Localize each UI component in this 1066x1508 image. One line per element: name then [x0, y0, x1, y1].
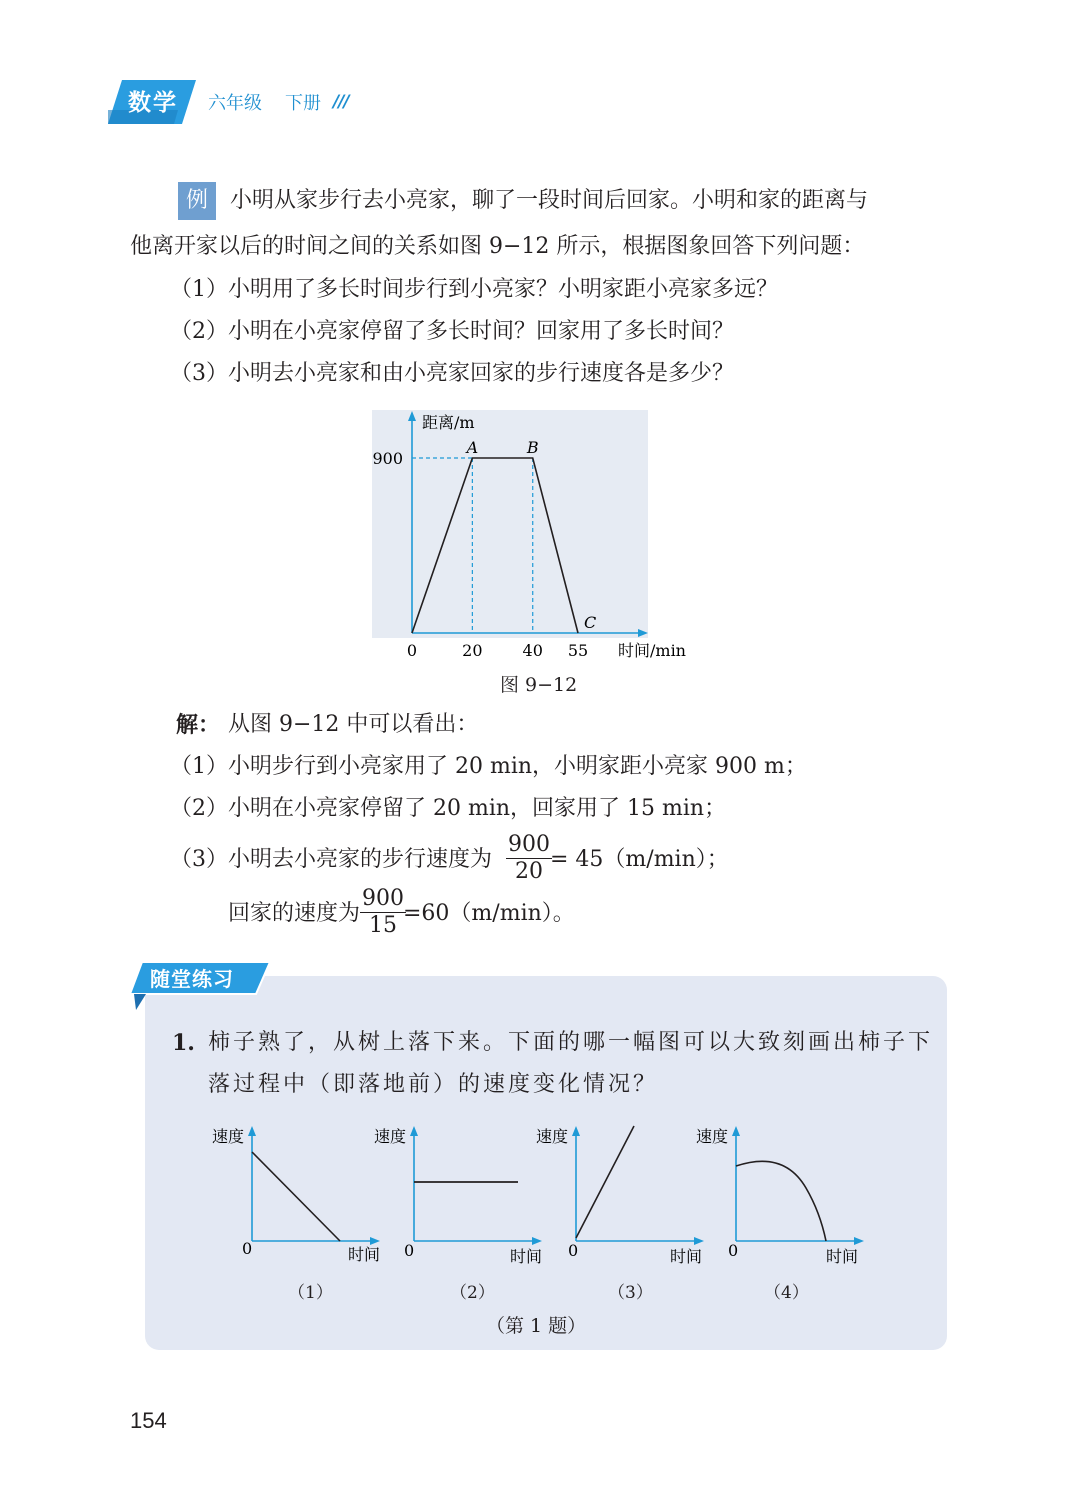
solution-3-fraction: [506, 833, 552, 884]
x-tick-label: 0: [406, 641, 418, 660]
solution-intro: 从图 9−12 中可以看出：: [228, 712, 479, 737]
graph-x-label: 时间: [348, 1245, 381, 1264]
solution-3-suffix: = 45（m/min）；: [550, 847, 729, 872]
solution-4-suffix: =60（m/min）。: [403, 901, 575, 926]
solution-1: （1）小明步行到小亮家用了 20 min，小明家距小亮家 900 m；: [170, 754, 807, 779]
point-label: B: [526, 438, 539, 457]
question-line-2: 落过程中（即落地前）的速度变化情况？: [208, 1072, 659, 1097]
graph-x-label: 时间: [826, 1247, 859, 1266]
y-tick-label: 900: [372, 449, 403, 468]
practice-title: 随堂练习: [150, 967, 234, 991]
volume-label: 下册: [285, 93, 321, 114]
fraction-denominator: 15: [369, 913, 397, 938]
example-line-2: 他离开家以后的时间之间的关系如图 9−12 所示，根据图象回答下列问题：: [130, 234, 865, 259]
point-label: C: [584, 613, 597, 632]
graph-origin: 0: [568, 1241, 579, 1260]
x-tick-label: 55: [567, 641, 589, 660]
speed-curve-decreasing: [252, 1152, 340, 1241]
example-question-3: （3）小明去小亮家和由小亮家回家的步行速度各是多少？: [170, 361, 734, 386]
graph-origin: 0: [404, 1241, 415, 1260]
example-question-2: （2）小明在小亮家停留了多长时间？回家用了多长时间？: [170, 319, 734, 344]
subject-title: 数学: [128, 90, 178, 116]
distance-series-line: [412, 458, 578, 633]
fraction-numerator: 900: [362, 886, 404, 911]
solution-2: （2）小明在小亮家停留了 20 min，回家用了 15 min；: [170, 796, 727, 821]
graph-caption-2: （2）: [450, 1283, 495, 1303]
solution-3-prefix: （3）小明去小亮家的步行速度为: [170, 847, 492, 872]
x-axis-arrow: [638, 629, 648, 637]
graph-origin: 0: [242, 1239, 253, 1258]
graph-x-label: 时间: [670, 1247, 703, 1266]
solution-4-prefix: 回家的速度为: [228, 901, 361, 926]
solution-4-fraction: [360, 887, 406, 938]
x-tick-label: 40: [522, 641, 543, 660]
distance-time-chart: [360, 400, 720, 700]
graph-y-label: 速度: [212, 1127, 245, 1146]
graph-caption-3: （3）: [608, 1283, 653, 1303]
y-axis-label: 距离/m: [422, 413, 475, 432]
example-line-1: 小明从家步行去小亮家，聊了一段时间后回家。小明和家的距离与: [230, 188, 869, 213]
point-label: A: [466, 438, 479, 457]
speed-curve-increasing: [576, 1126, 634, 1238]
speed-curve-arc: [736, 1161, 826, 1241]
header-decor: ///: [333, 92, 349, 112]
y-axis-arrow: [408, 411, 416, 421]
graph-y-label: 速度: [696, 1127, 729, 1146]
practice-figure-caption: （第 1 题）: [486, 1315, 587, 1337]
fraction-denominator: 20: [515, 859, 543, 884]
speed-graph-4: [684, 1120, 874, 1270]
question-line-1: 柿子熟了，从树上落下来。下面的哪一幅图可以大致刻画出柿子下: [208, 1030, 934, 1055]
x-axis-label: 时间/min: [618, 641, 686, 660]
graph-caption-4: （4）: [764, 1283, 809, 1303]
example-tag: 例: [178, 182, 216, 220]
graph-y-label: 速度: [536, 1127, 569, 1146]
page-number: 154: [130, 1408, 167, 1433]
question-number: 1.: [172, 1030, 195, 1056]
figure-caption: 图 9−12: [500, 674, 578, 696]
solution-head: 解：: [176, 712, 221, 738]
graph-caption-1: （1）: [288, 1283, 333, 1303]
graph-origin: 0: [728, 1241, 739, 1260]
example-question-1: （1）小明用了多长时间步行到小亮家？小明家距小亮家多远？: [170, 277, 778, 302]
grade-label: 六年级: [208, 93, 262, 114]
graph-y-label: 速度: [374, 1127, 407, 1146]
fraction-numerator: 900: [508, 832, 550, 857]
x-tick-label: 20: [462, 641, 483, 660]
graph-x-label: 时间: [510, 1247, 543, 1266]
